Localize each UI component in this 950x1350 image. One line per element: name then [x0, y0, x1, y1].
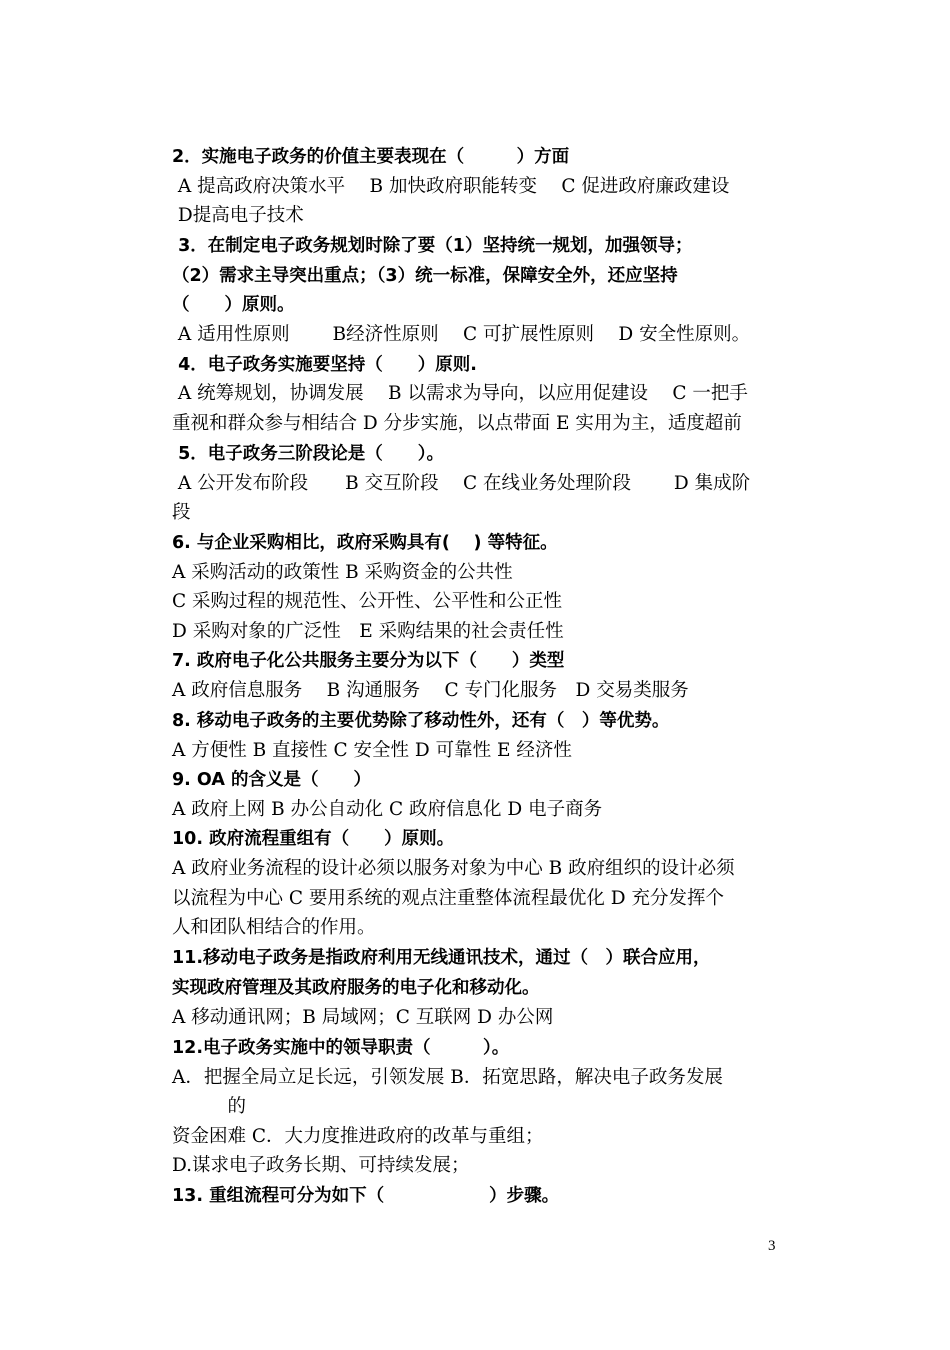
option-line: A．把握全局立足长远，引领发展 B．拓宽思路，解决电子政务发展: [172, 1067, 723, 1088]
question-line: 2．实施电子政务的价值主要表现在（ ）方面: [172, 147, 570, 167]
question-line: 11.移动电子政务是指政府利用无线通讯技术，通过（ ）联合应用，: [172, 948, 711, 968]
option-line: 的: [172, 1096, 247, 1117]
option-line: A 方便性 B 直接性 C 安全性 D 可靠性 E 经济性: [172, 740, 572, 761]
question-line: 8. 移动电子政务的主要优势除了移动性外，还有（ ）等优势。: [172, 711, 670, 731]
option-line: D提高电子技术: [172, 205, 304, 226]
question-line: 13. 重组流程可分为如下（ ）步骤。: [172, 1186, 560, 1206]
option-line: 人和团队相结合的作用。: [172, 917, 376, 938]
option-line: 资金困难 C．大力度推进政府的改革与重组；: [172, 1126, 544, 1147]
question-line: （2）需求主导突出重点；（3）统一标准，保障安全外，还应坚持: [172, 266, 678, 286]
option-line: A 政府业务流程的设计必须以服务对象为中心 B 政府组织的设计必须: [172, 858, 735, 879]
question-line: 5．电子政务三阶段论是（ ）。: [172, 444, 445, 464]
option-line: A 公开发布阶段 B 交互阶段 C 在线业务处理阶段 D 集成阶: [172, 473, 751, 494]
question-line: 4．电子政务实施要坚持（ ）原则.: [172, 355, 477, 375]
option-line: A 适用性原则 B经济性原则 C 可扩展性原则 D 安全性原则。: [172, 324, 751, 345]
option-line: 段: [172, 502, 191, 523]
option-line: A 政府信息服务 B 沟通服务 C 专门化服务 D 交易类服务: [172, 680, 689, 701]
option-line: C 采购过程的规范性、公开性、公平性和公正性: [172, 591, 563, 612]
question-line: （ ）原则。: [172, 295, 295, 315]
question-line: 12.电子政务实施中的领导职责（ ）。: [172, 1038, 510, 1058]
question-line: 7. 政府电子化公共服务主要分为以下（ ）类型: [172, 651, 565, 671]
option-line: A 移动通讯网；B 局域网；C 互联网 D 办公网: [172, 1007, 554, 1028]
question-line: 10. 政府流程重组有（ ）原则。: [172, 829, 455, 849]
option-line: 以流程为中心 C 要用系统的观点注重整体流程最优化 D 充分发挥个: [172, 888, 725, 909]
question-line: 6. 与企业采购相比，政府采购具有( ) 等特征。: [172, 533, 558, 553]
option-line: A 统筹规划，协调发展 B 以需求为导向，以应用促建设 C 一把手: [172, 383, 748, 404]
option-line: D 采购对象的广泛性 E 采购结果的社会责任性: [172, 621, 564, 642]
option-line: A 政府上网 B 办公自动化 C 政府信息化 D 电子商务: [172, 799, 603, 820]
option-line: A 提高政府决策水平 B 加快政府职能转变 C 促进政府廉政建设: [172, 176, 730, 197]
option-line: D.谋求电子政务长期、可持续发展；: [172, 1155, 470, 1176]
option-line: 重视和群众参与相结合 D 分步实施，以点带面 E 实用为主，适度超前: [172, 413, 742, 434]
question-line: 3．在制定电子政务规划时除了要（1）坚持统一规划，加强领导；: [172, 236, 693, 256]
question-line: 实现政府管理及其政府服务的电子化和移动化。: [172, 978, 540, 998]
page-number: 3: [768, 1238, 776, 1254]
option-line: A 采购活动的政策性 B 采购资金的公共性: [172, 562, 513, 583]
question-line: 9. OA 的含义是（ ）: [172, 770, 371, 790]
